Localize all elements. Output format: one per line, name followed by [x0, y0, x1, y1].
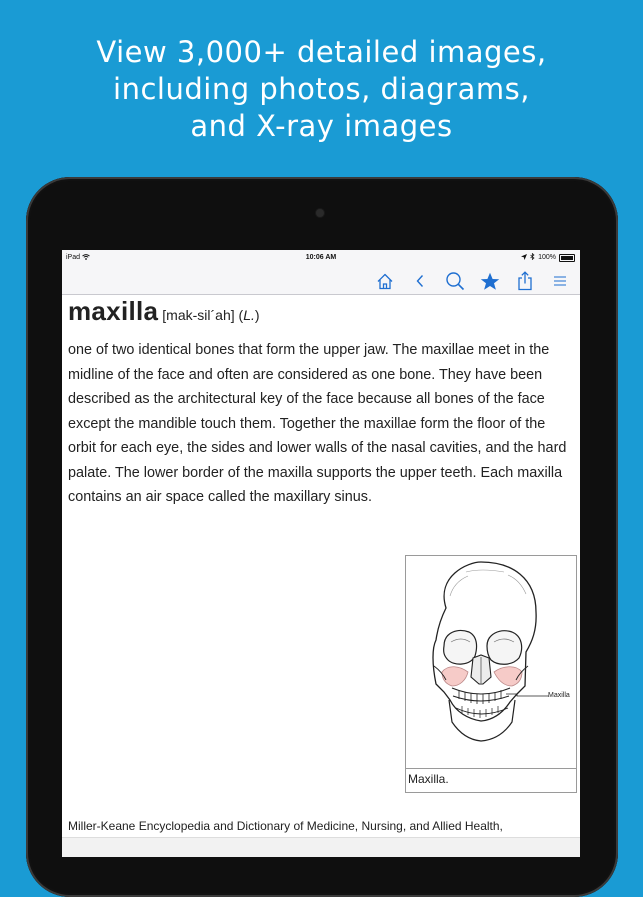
figure-caption: Maxilla.	[408, 772, 449, 786]
maxilla-figure[interactable]	[405, 555, 577, 793]
figure-divider	[406, 768, 576, 769]
search-icon[interactable]	[443, 270, 467, 292]
status-right	[521, 253, 575, 262]
pronunciation-text: [mak-sil´ah]	[162, 307, 235, 323]
next-entry-heading	[62, 837, 580, 857]
language-close: )	[254, 307, 260, 323]
home-icon[interactable]	[373, 270, 397, 292]
menu-icon[interactable]	[548, 270, 572, 292]
status-bar	[62, 250, 580, 266]
app-screen	[62, 250, 580, 857]
promo-line-2: including photos, diagrams,	[113, 72, 530, 106]
battery-percent: 100%	[538, 254, 556, 261]
promo-line-3: and X-ray images	[190, 109, 453, 143]
share-icon[interactable]	[513, 270, 537, 292]
front-camera	[316, 209, 324, 217]
toolbar-icons	[373, 270, 572, 292]
maxilla-label: Maxilla	[548, 692, 570, 699]
toolbar	[62, 266, 580, 295]
device-name: iPad	[66, 254, 81, 261]
entry-language: L.	[243, 307, 255, 323]
language-open: (	[238, 307, 244, 323]
entry-term: maxilla	[68, 296, 159, 326]
bluetooth-icon	[530, 253, 535, 262]
promo-line-1: View 3,000+ detailed images,	[96, 35, 547, 69]
status-time: 10:06 AM	[305, 254, 337, 261]
entry-header	[68, 296, 260, 327]
battery-icon	[559, 254, 575, 262]
favorite-star-icon[interactable]	[478, 270, 502, 292]
skull-illustration	[406, 556, 576, 768]
source-line-1: Miller-Keane Encyclopedia and Dictionary of Medicine, Nursing, and Allied Health,	[68, 819, 503, 833]
entry-pronunciation	[162, 307, 259, 323]
promo-headline	[0, 34, 643, 145]
back-icon[interactable]	[408, 270, 432, 292]
entry-definition: one of two identical bones that form the upper jaw. The maxillae meet in the midline of the face and often are considered as one bone. They have been described as the architectural key of the face because all bones of the face except the mandible touch them. Together the maxillae form the floor of the orbit for each eye, the sides and lower walls of the nasal cavities, and the hard palate. The lower border of the maxilla supports the upper teeth. Each maxilla contains an air space called the maxillary sinus.	[68, 342, 567, 505]
location-icon	[521, 254, 527, 262]
